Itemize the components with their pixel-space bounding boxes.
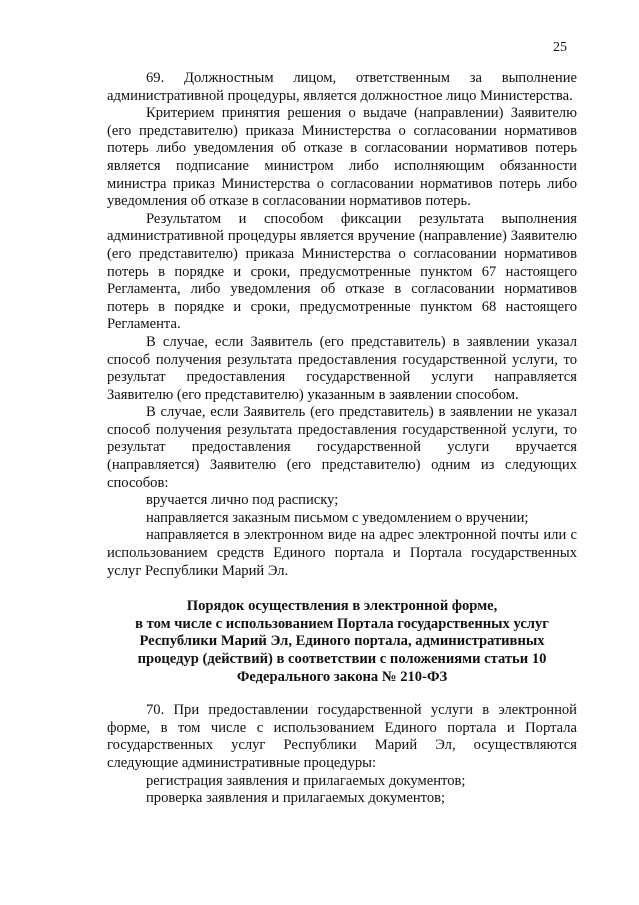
list-item-in-person: вручается лично под расписку; — [146, 492, 339, 509]
list-item-electronic: направляется в электронном виде на адрес электронной почты или с использованием средств Единого портала и Портала государственных услуг Республики Марий Эл. — [107, 527, 577, 579]
heading-line: в том числе с использованием Портала государственных услуг — [135, 615, 549, 632]
page-number: 25 — [553, 40, 567, 55]
paragraph-70: 70. При предоставлении государственной услуги в электронной форме, в том числе с использованием Единого портала и Портала государственных услуг Республики Марий Эл, осуществляются следующие административные процедуры: — [107, 702, 577, 771]
paragraph-result: Результатом и способом фиксации результата выполнения административной процедуры является вручение (направление) Заявителю (его представителю) приказа Министерства о согласовании нормативов потерь в порядке и сроки, предусмотренные пунктом 67 настоящего Регламента, либо уведомления об отказе в согласовании нормативов потерь в порядке и сроки, предусмотренные пунктом 68 настоящего Регламента. — [107, 210, 577, 333]
document-body — [107, 70, 577, 808]
heading-line: Федерального закона № 210-ФЗ — [236, 668, 448, 685]
paragraph-69: 69. Должностным лицом, ответственным за выполнение административной процедуры, является должностное лицо Министерства. — [107, 70, 577, 104]
heading-line: процедур (действий) в соответствии с положениями статьи 10 — [137, 651, 547, 667]
paragraph-unspecified-method: В случае, если Заявитель (его представитель) в заявлении не указал способ получения результата предоставления государственной услуги, то результат предоставления государственной услуги вручается (направляется) Заявителю (его представителю) одним из следующих способов: — [107, 404, 577, 491]
list-item-registration: регистрация заявления и прилагаемых документов; — [146, 772, 466, 789]
list-item-registered-mail: направляется заказным письмом с уведомлением о вручении; — [146, 509, 529, 526]
paragraph-specified-method: В случае, если Заявитель (его представитель) в заявлении указал способ получения результата предоставления государственной услуги, то результат предоставления государственной услуги направляется Заявителю (его представителю) указанным в заявлении способом. — [107, 333, 577, 403]
heading-line: Республики Марий Эл, Единого портала, административных — [139, 633, 545, 650]
list-item-verification: проверка заявления и прилагаемых документов; — [146, 790, 446, 807]
section-heading — [107, 598, 577, 686]
paragraph-decision-criterion: Критерием принятия решения о выдаче (направлении) Заявителю (его представителю) приказа Министерства о согласовании нормативов потерь либо уведомления об отказе в согласовании нормативов потерь является подписание министром либо исполняющим обязанности министра приказ Министерства о согласовании нормативов потерь либо уведомления об отказе в согласовании нормативов потерь. — [107, 105, 577, 210]
heading-line: Порядок осуществления в электронной форме, — [186, 598, 498, 615]
